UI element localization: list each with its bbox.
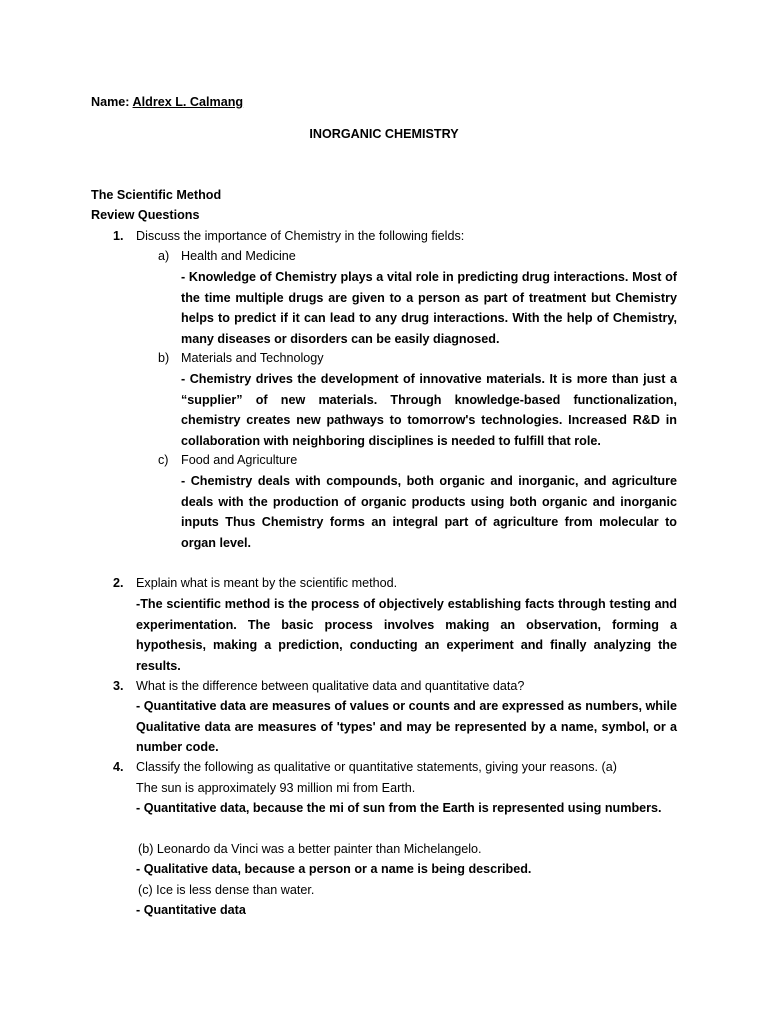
name-line [91, 92, 243, 113]
question-4-text-line1: Classify the following as qualitative or quantitative statements, giving your reasons. (a) [136, 760, 617, 774]
question-4-item-c: (c) Ice is less dense than water. [138, 883, 315, 897]
question-2-text: Explain what is meant by the scientific method. [136, 576, 398, 590]
question-4-item-b: (b) Leonardo da Vinci was a better painter than Michelangelo. [138, 842, 482, 856]
document-title: INORGANIC CHEMISTRY [309, 127, 459, 141]
question-1-number: 1. [113, 229, 124, 243]
q1-c-label: c) [158, 453, 169, 467]
q1-a-field: Health and Medicine [181, 249, 296, 263]
q1-c-field: Food and Agriculture [181, 453, 298, 467]
question-3-answer: - Quantitative data are measures of values or counts and are expressed as numbers, while Qualitative data are measures of 'types' and may be represented by a name, symbol, or a number code. [136, 699, 677, 754]
question-4-answer-c: - Quantitative data [136, 903, 246, 917]
question-2-answer: -The scientific method is the process of objectively establishing facts through testing and experimentation. The basic process involves making an observation, forming a hypothesis, making a prediction, conducting an experiment and finally analyzing the results. [136, 597, 677, 673]
name-label: Name: [91, 95, 130, 109]
question-4-answer-b: - Qualitative data, because a person or a name is being described. [136, 862, 532, 876]
q1-a-label: a) [158, 249, 170, 263]
q1-b-label: b) [158, 351, 170, 365]
q1-c-answer: - Chemistry deals with compounds, both organic and inorganic, and agriculture deals with the production of organic products using both organic and inorganic inputs Thus Chemistry forms an integral part of agriculture from molecular to organ level. [181, 474, 677, 550]
student-name: Aldrex L. Calmang [132, 95, 244, 109]
question-1-text: Discuss the importance of Chemistry in the following fields: [136, 229, 465, 243]
q1-b-answer: - Chemistry drives the development of innovative materials. It is more than just a “supplier” of new materials. Through knowledge-based functionalization, chemistry creates new pathways to tomorrow's technologies. Increased R&D in collaboration with neighboring disciplines is needed to fulfill that role. [181, 372, 677, 448]
section-heading: The Scientific Method [91, 188, 222, 202]
question-3-number: 3. [113, 679, 124, 693]
subsection-heading: Review Questions [91, 208, 200, 222]
question-4-text-line2: The sun is approximately 93 million mi from Earth. [136, 781, 416, 795]
question-4-number: 4. [113, 760, 124, 774]
question-3-text: What is the difference between qualitative data and quantitative data? [136, 679, 525, 693]
question-4-answer-a: - Quantitative data, because the mi of sun from the Earth is represented using numbers. [136, 801, 662, 815]
q1-b-field: Materials and Technology [181, 351, 324, 365]
q1-a-answer: - Knowledge of Chemistry plays a vital role in predicting drug interactions. Most of the time multiple drugs are given to a person as part of treatment but Chemistry helps to predict if it can lead to any drug interactions. With the help of Chemistry, many diseases or disorders can be easily diagnosed. [181, 270, 677, 346]
question-2-number: 2. [113, 576, 124, 590]
